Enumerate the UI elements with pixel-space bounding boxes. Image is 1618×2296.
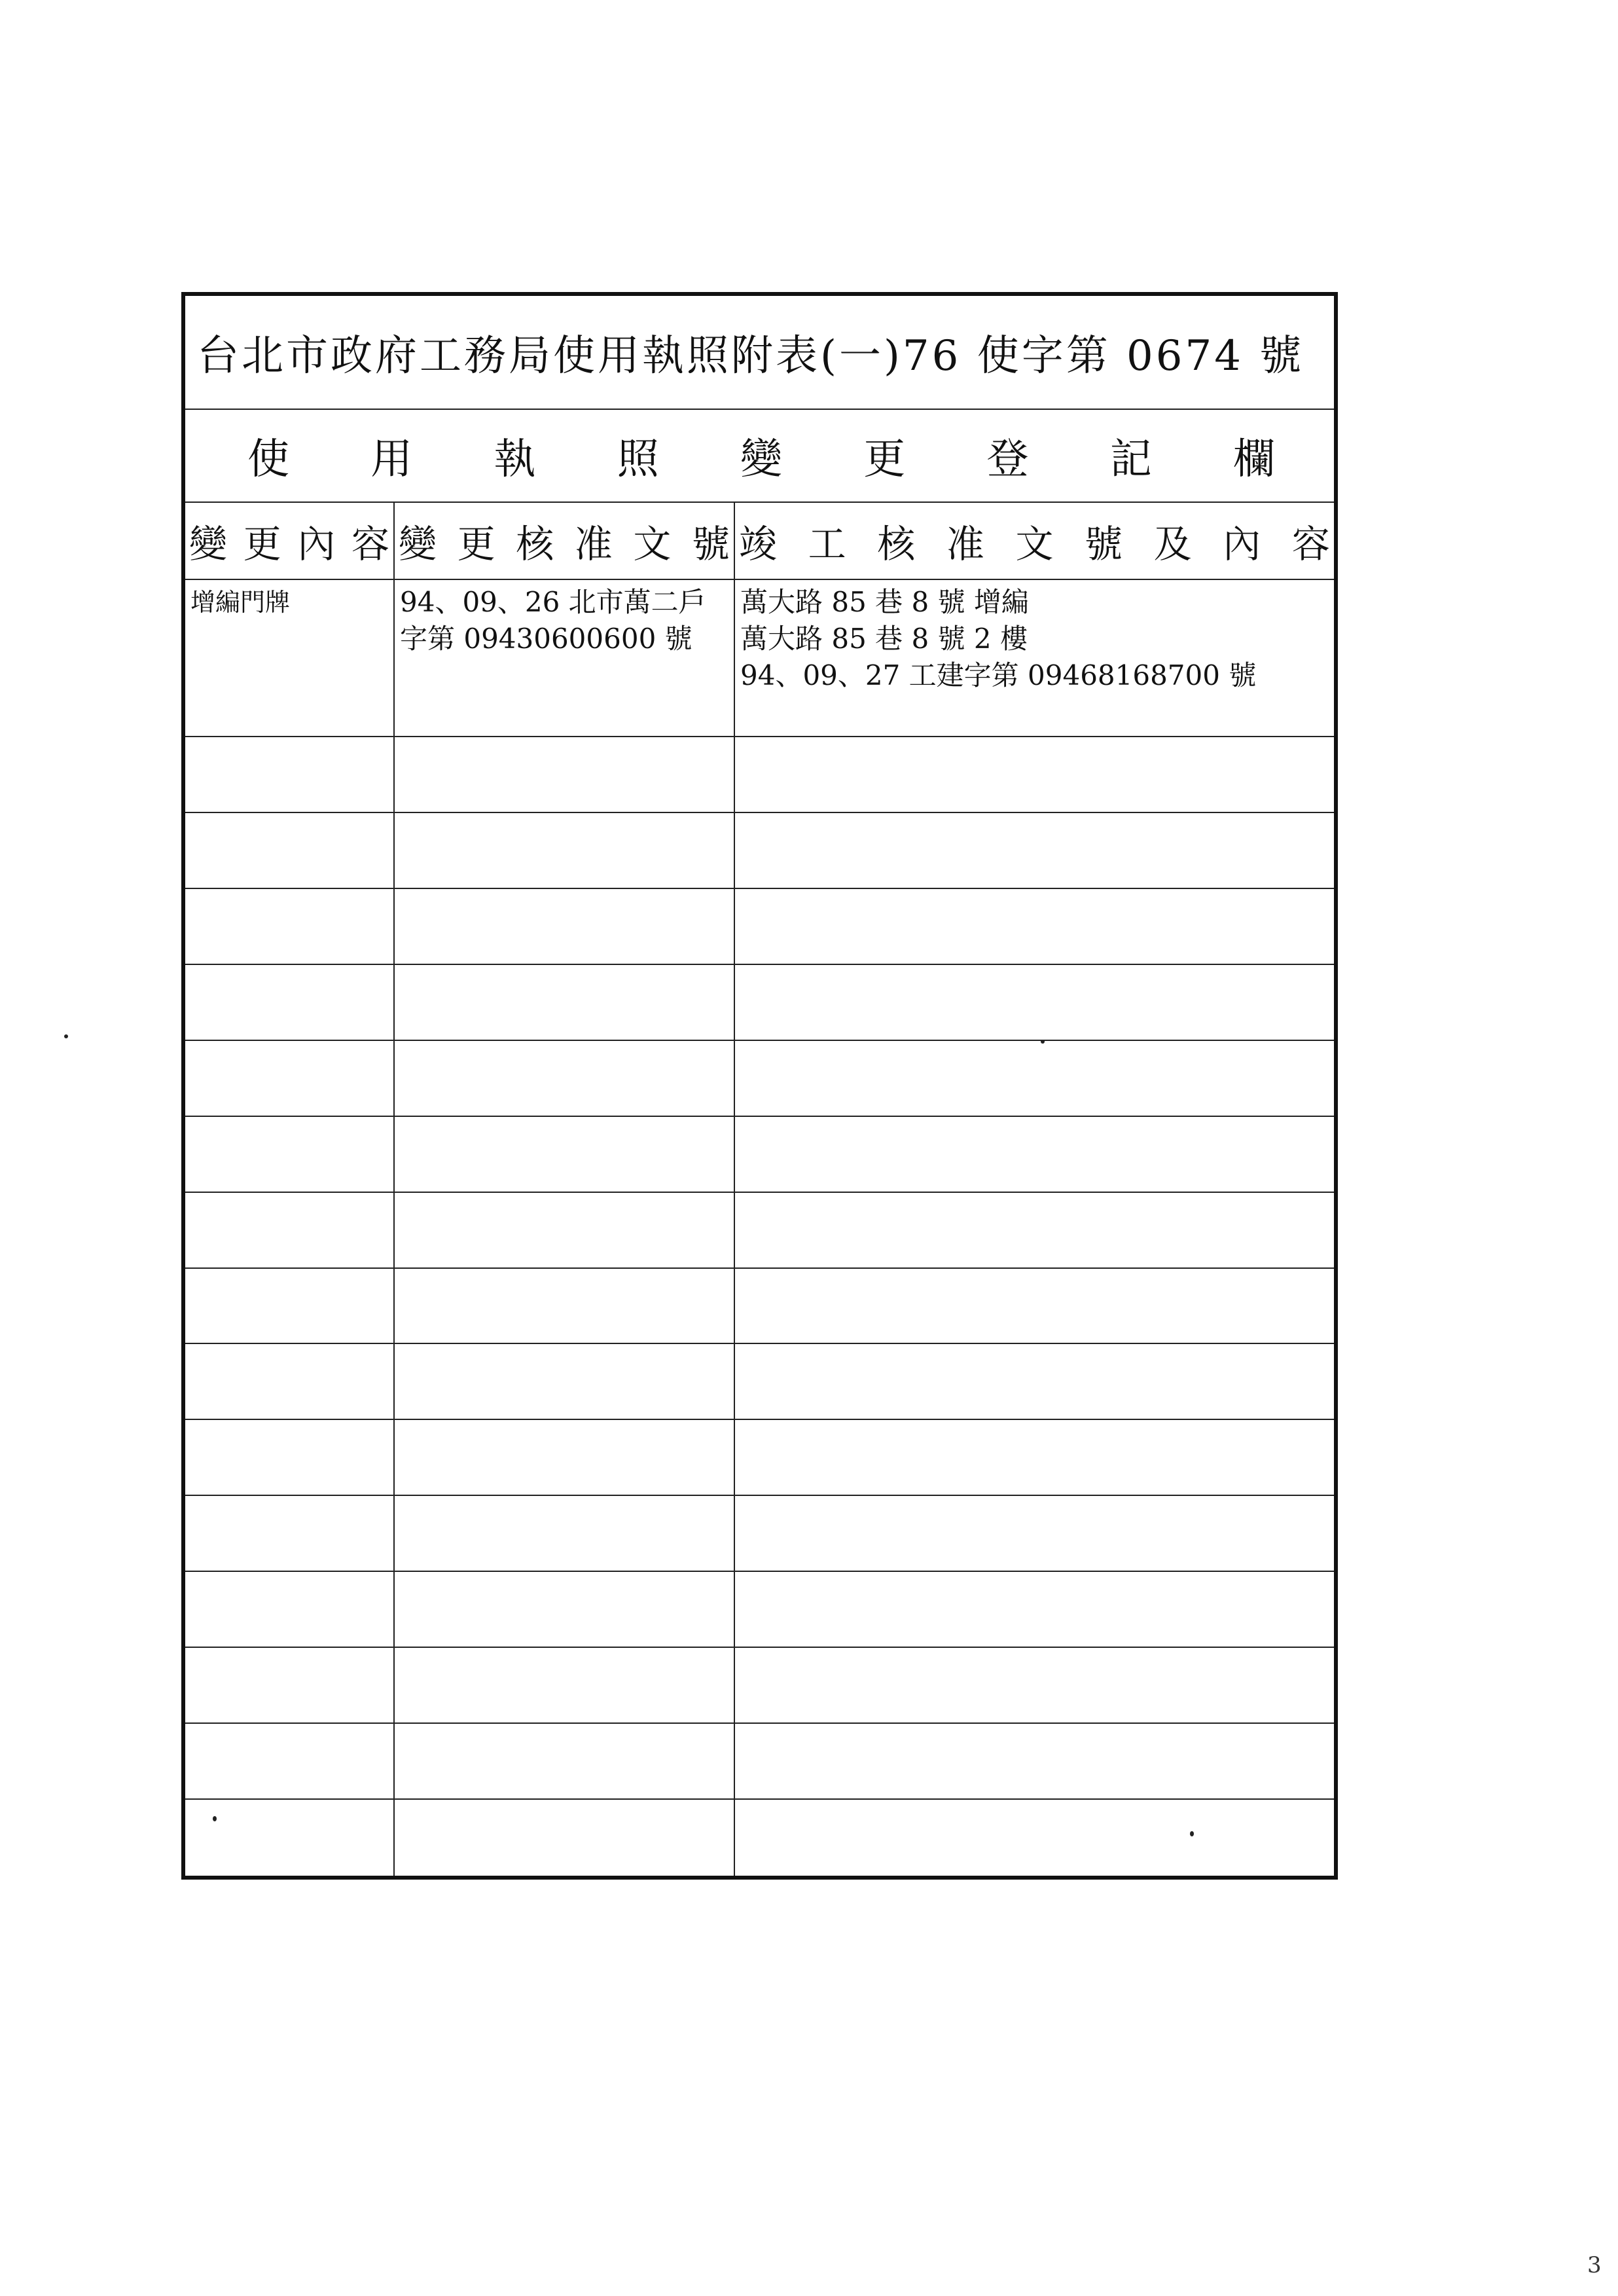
empty-cell (185, 813, 395, 889)
header-change-approval-number (395, 503, 735, 580)
subtitle-char: 使 (247, 435, 289, 484)
empty-cell (185, 1344, 395, 1420)
page-mark: 3 (1587, 2252, 1602, 2278)
empty-cell (395, 813, 735, 889)
empty-cell (185, 1117, 395, 1193)
empty-cell (735, 1420, 1334, 1496)
empty-cell (185, 1269, 395, 1345)
subtitle-char: 用 (370, 435, 413, 484)
header-char: 工 (808, 522, 846, 566)
empty-cell (185, 1648, 395, 1724)
header-completion-approval (735, 503, 1334, 580)
header-char: 號 (691, 522, 730, 566)
header-char: 准 (946, 522, 984, 566)
empty-cell (185, 1496, 395, 1572)
empty-cell (735, 1496, 1334, 1572)
subtitle-char: 更 (863, 435, 906, 484)
empty-cell (185, 965, 395, 1041)
entry-line: 萬大路 85 巷 8 號 2 樓 (740, 623, 1028, 655)
header-char: 核 (516, 522, 554, 566)
header-char: 變 (189, 522, 228, 566)
empty-cell (395, 1800, 735, 1876)
header-char: 文 (633, 522, 672, 566)
empty-cell (185, 1420, 395, 1496)
empty-cell (735, 1724, 1334, 1800)
header-char: 竣 (739, 522, 778, 566)
empty-cell (185, 737, 395, 813)
subtitle-char: 欄 (1233, 435, 1275, 484)
empty-cell (395, 1572, 735, 1648)
empty-cell (735, 813, 1334, 889)
empty-cell (395, 1344, 735, 1420)
empty-cell (735, 1572, 1334, 1648)
entry-content: 增編門牌 (185, 580, 395, 737)
header-char: 變 (399, 522, 437, 566)
empty-cell (395, 1724, 735, 1800)
form-title: 台北市政府工務局使用執照附表(一)76 使字第 0674 號 (185, 296, 1334, 410)
subtitle-char: 記 (1109, 435, 1152, 484)
scan-speck (1190, 1831, 1194, 1836)
empty-cell (735, 889, 1334, 965)
entry-line: 94、09、26 北市萬二戶 (400, 586, 706, 618)
change-registration-table (181, 292, 1338, 1880)
empty-cell (735, 1117, 1334, 1193)
subtitle-char: 照 (617, 435, 659, 484)
header-char: 容 (351, 522, 389, 566)
empty-cell (395, 1041, 735, 1117)
empty-cell (185, 1193, 395, 1269)
empty-cell (395, 965, 735, 1041)
empty-cell (185, 1041, 395, 1117)
entry-line: 萬大路 85 巷 8 號 增編 (740, 586, 1029, 618)
empty-cell (395, 1648, 735, 1724)
header-char: 核 (877, 522, 916, 566)
empty-cell (395, 1193, 735, 1269)
header-char: 更 (457, 522, 495, 566)
empty-cell (395, 1269, 735, 1345)
empty-cell (185, 1724, 395, 1800)
scan-speck (64, 1034, 68, 1038)
empty-cell (735, 737, 1334, 813)
empty-cell (185, 1572, 395, 1648)
header-char: 內 (297, 522, 336, 566)
subtitle-char: 執 (494, 435, 536, 484)
form-subtitle (185, 410, 1334, 503)
header-char: 容 (1291, 522, 1330, 566)
scan-speck (1041, 1040, 1045, 1044)
scan-speck (213, 1816, 217, 1821)
header-char: 號 (1085, 522, 1123, 566)
entry-line: 94、09、27 工建字第 09468168700 號 (740, 659, 1257, 691)
header-char: 准 (574, 522, 613, 566)
empty-cell (395, 1117, 735, 1193)
entry-line: 字第 09430600600 號 (400, 623, 692, 655)
header-char: 內 (1223, 522, 1261, 566)
header-char: 及 (1153, 522, 1192, 566)
header-char: 更 (243, 522, 281, 566)
empty-cell (735, 1648, 1334, 1724)
header-change-content (185, 503, 395, 580)
empty-cell (735, 1800, 1334, 1876)
empty-cell (185, 1800, 395, 1876)
empty-cell (735, 1269, 1334, 1345)
empty-cell (395, 737, 735, 813)
entry-approval-number (395, 580, 735, 737)
empty-cell (735, 965, 1334, 1041)
empty-cell (395, 889, 735, 965)
empty-cell (395, 1420, 735, 1496)
empty-cell (395, 1496, 735, 1572)
subtitle-char: 登 (986, 435, 1029, 484)
empty-cell (735, 1344, 1334, 1420)
empty-cell (185, 889, 395, 965)
empty-cell (735, 1193, 1334, 1269)
subtitle-char: 變 (740, 435, 782, 484)
empty-cell (735, 1041, 1334, 1117)
entry-completion-approval (735, 580, 1334, 737)
header-char: 文 (1015, 522, 1054, 566)
